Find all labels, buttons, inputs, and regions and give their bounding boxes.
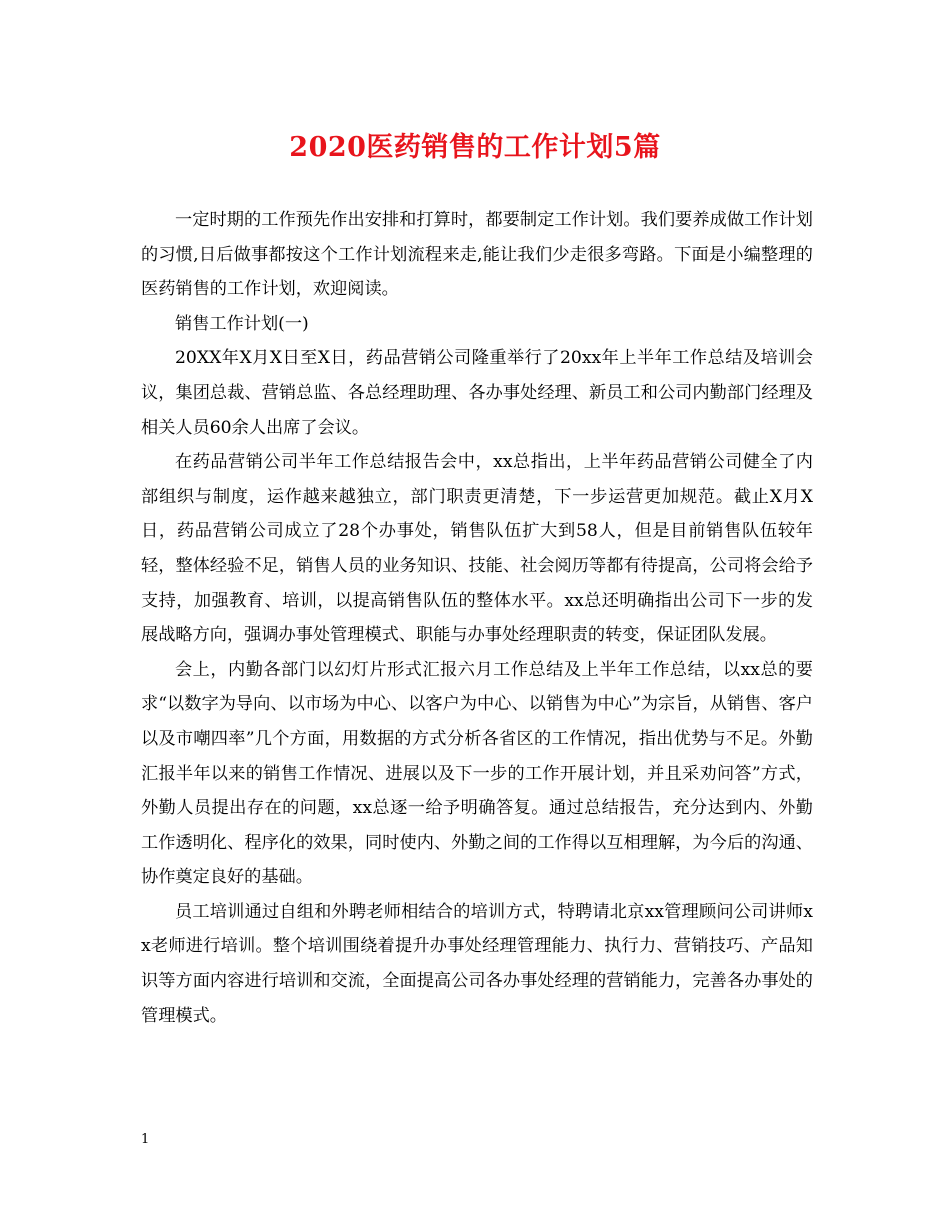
section-heading: 销售工作计划(一)	[175, 313, 309, 334]
paragraph: 会上，内勤各部门以幻灯片形式汇报六月工作总结及上半年工作总结，以xx总的要求“以数字为导向、以市场为中心、以客户为中心、以销售为中心”为宗旨，从销售、客户以及市嘲四率”几个方面，用数据的方式分析各省区的工作情况，指出优势与不足。外勤汇报半年以来的销售工作情况、进展以及下一步的工作开展计划，并且采劝问答”方式，外勤人员提出存在的问题，xx总逐一给予明确答复。通过总结报告，充分达到内、外勤工作透明化、程序化的效果，同时使内、外勤之间的工作得以互相理解，为今后的沟通、协作奠定良好的基础。	[141, 659, 813, 888]
page-title: 2020医药销售的工作计划5篇	[289, 132, 661, 163]
paragraph: 在药品营销公司半年工作总结报告会中，xx总指出，上半年药品营销公司健全了内部组织与制度，运作越来越独立，部门职责更清楚，下一步运营更加规范。截止X月X日，药品营销公司成立了28个办事处，销售队伍扩大到58人，但是目前销售队伍较年轻，整体经验不足，销售人员的业务知识、技能、社会阅历等都有待提高，公司将会给予支持，加强教育、培训，以提高销售队伍的整体水平。xx总还明确指出公司下一步的发展战略方向，强调办事处管理模式、职能与办事处经理职责的转变，保证团队发展。	[141, 452, 813, 646]
paragraph: 员工培训通过自组和外聘老师相结合的培训方式，特聘请北京xx管理顾问公司讲师xx老师进行培训。整个培训围绕着提升办事处经理管理能力、执行力、营销技巧、产品知识等方面内容进行培训和交流，全面提高公司各办事处经理的营销能力，完善各办事处的管理模式。	[141, 901, 813, 1026]
document-body	[141, 203, 813, 1033]
paragraph: 20XX年X月X日至X日，药品营销公司隆重举行了20xx年上半年工作总结及培训会议，集团总裁、营销总监、各总经理助理、各办事处经理、新员工和公司内勤部门经理及相关人员60余人出席了会议。	[141, 348, 813, 438]
page-number: 1	[141, 1132, 150, 1147]
paragraph-intro: 一定时期的工作预先作出安排和打算时，都要制定工作计划。我们要养成做工作计划的习惯,日后做事都按这个工作计划流程来走,能让我们少走很多弯路。下面是小编整理的医药销售的工作计划，欢迎阅读。	[141, 210, 813, 300]
